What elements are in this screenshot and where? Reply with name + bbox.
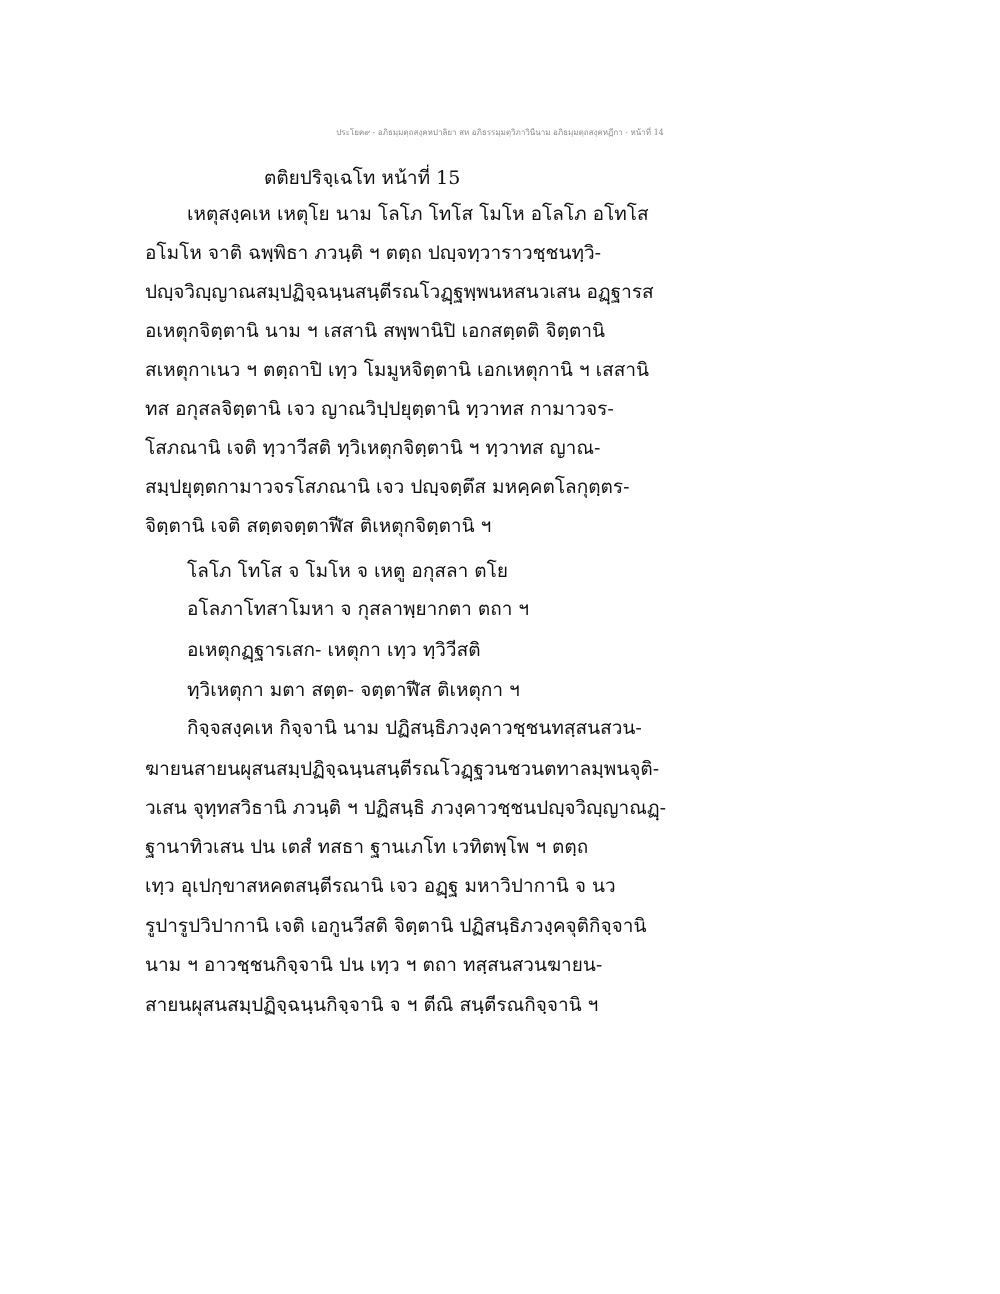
text-line: เทฺว อุเปกฺขาสหคตสนฺตีรณานิ เจว อฏฺฐ มหาวิปากานิ จ นว <box>145 875 616 897</box>
verse-line: โลโภ โทโส จ โมโห จ เหตู อกุสลา ตโย <box>187 560 508 582</box>
text-line: ฆายนสายนผุสนสมฺปฏิจฺฉนฺนสนฺตีรณโวฏฺฐวนชวนตทาลมฺพนจุติ- <box>145 758 660 780</box>
text-line: อโมโห จาติ ฉพฺพิธา ภวนฺติ ฯ ตตฺถ ปญฺจทฺวาราวชฺชนทฺวิ- <box>145 242 602 264</box>
text-line: สายนผุสนสมฺปฏิจฺฉนฺนกิจฺจานิ จ ฯ ตีณิ สนฺตีรณกิจฺจานิ ฯ <box>145 994 599 1016</box>
text-line: กิจฺจสงฺคเห กิจฺจานิ นาม ปฏิสนฺธิภวงฺคาวชฺชนทสฺสนสวน- <box>187 717 642 739</box>
text-line: วเสน จุทฺทสวิธานิ ภวนฺติ ฯ ปฏิสนฺธิ ภวงฺคาวชฺชนปญฺจวิญฺญาณฏฺ- <box>145 797 667 819</box>
text-line: อเหตุกจิตฺตานิ นาม ฯ เสสานิ สพฺพานิปิ เอกสตฺตติ จิตฺตานิ <box>145 320 606 342</box>
text-line: จิตฺตานิ เจติ สตฺตจตฺตาฬีส ติเหตุกจิตฺตานิ ฯ <box>145 515 492 537</box>
text-line: ฐานาทิวเสน ปน เตสํ ทสธา ฐานเภโท เวทิตพฺโพ ฯ ตตฺถ <box>145 836 589 858</box>
running-header: ประโยค๙ - อภิธมฺมตฺถสงฺคหปาลิยา สห อภิธรรมฺมตฺวิภาวินีนาม อภิธมฺมตฺถสงฺคหฏีกา - หน้าที่ 14 <box>336 128 664 137</box>
text-line: สมฺปยุตฺตกามาวจรโสภณานิ เจว ปญฺจตฺตึส มหคฺคตโลกุตฺตร- <box>145 476 630 498</box>
verse-line: ทฺวิเหตุกา มตา สตฺต- จตฺตาฬีส ติเหตุกา ฯ <box>187 679 520 701</box>
text-line: รูปารูปวิปากานิ เจติ เอกูนวีสติ จิตฺตานิ ปฏิสนฺธิภวงฺคจุติกิจฺจานิ <box>145 915 647 937</box>
verse-line: อโลภาโทสาโมหา จ กุสลาพฺยากตา ตถา ฯ <box>187 598 530 620</box>
text-line: สเหตุกาเนว ฯ ตตฺถาปิ เทฺว โมมูหจิตฺตานิ เอกเหตุกานิ ฯ เสสานิ <box>145 359 650 381</box>
text-line: นาม ฯ อาวชฺชนกิจฺจานิ ปน เทฺว ฯ ตถา ทสฺสนสวนฆายน- <box>145 954 603 976</box>
section-heading: ตติยปริจฺเฉโท หน้าที่ 15 <box>264 167 461 189</box>
text-line: ปญฺจวิญฺญาณสมฺปฏิจฺฉนฺนสนฺตีรณโวฏฺฐพฺพนหสนวเสน อฏฺฐารส <box>145 281 654 303</box>
text-line: ทส อกุสลจิตฺตานิ เจว ญาณวิปฺปยุตฺตานิ ทฺวาทส กามาวจร- <box>145 398 614 420</box>
verse-line: อเหตุกฏฺฐารเสก- เหตุกา เทฺว ทฺวิวีสติ <box>187 639 481 661</box>
text-line: โสภณานิ เจติ ทฺวาวีสติ ทฺวิเหตุกจิตฺตานิ ฯ ทฺวาทส ญาณ- <box>145 437 601 459</box>
text-line: เหตุสงฺคเห เหตุโย นาม โลโภ โทโส โมโห อโลโภ อโทโส <box>187 203 649 225</box>
